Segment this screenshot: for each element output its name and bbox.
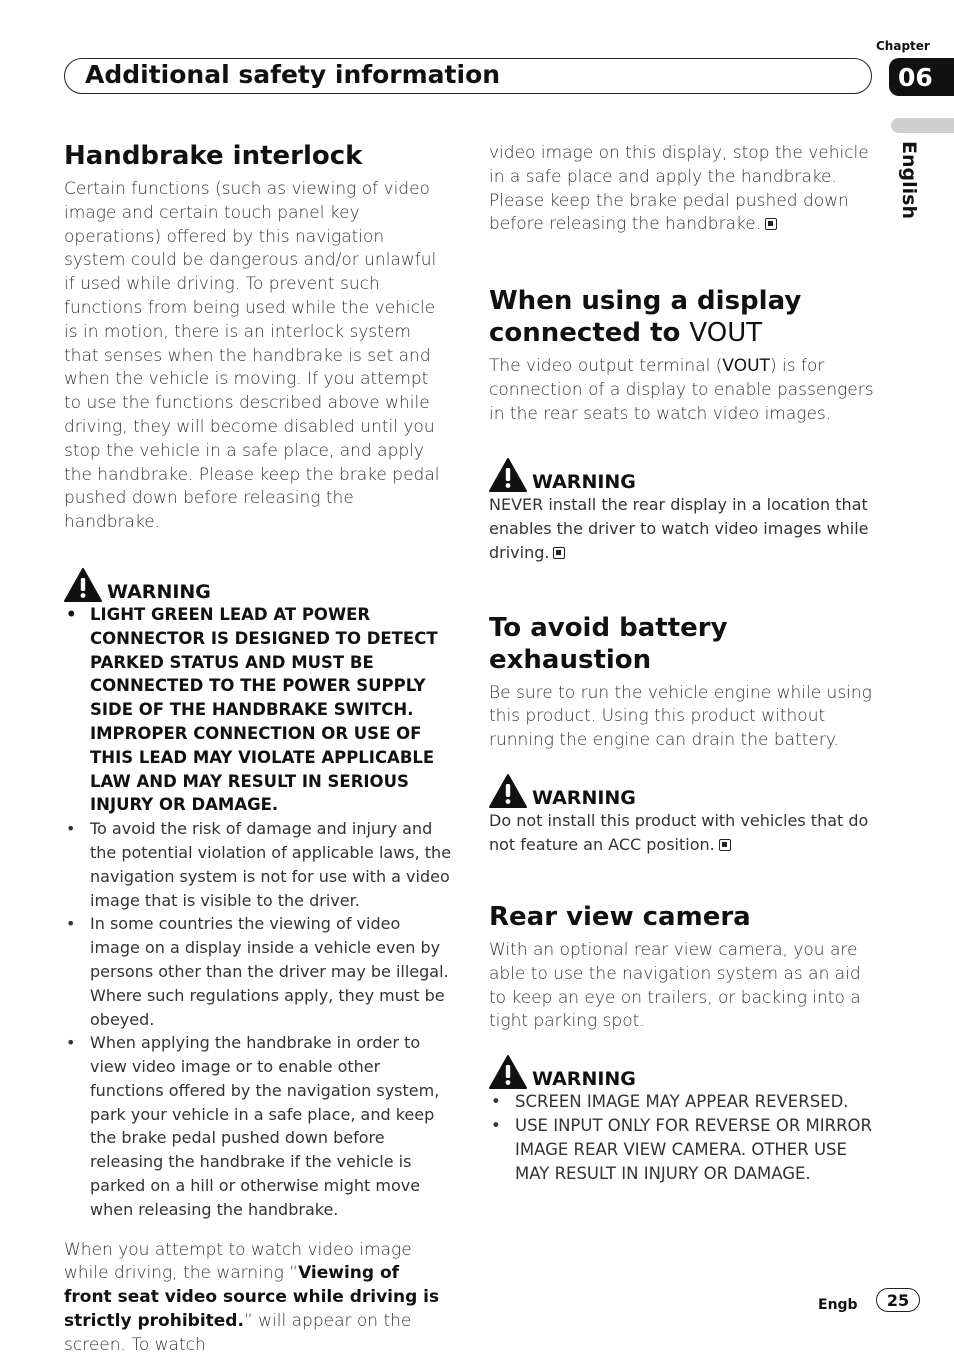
- warning-triangle-icon: [489, 458, 527, 492]
- display-heading: [489, 285, 877, 349]
- section-title: Additional safety information: [85, 60, 501, 89]
- battery-body: Be sure to run the vehicle engine while using this product. Using this product without running the engine can drain the battery.: [489, 682, 872, 751]
- display-heading-text: When using a display connected to: [489, 286, 802, 349]
- chapter-number-tab: [889, 58, 954, 96]
- display-heading-code: VOUT: [689, 318, 763, 349]
- display-body-post: ) is for connection of a display to enable passengers in the rear seats to watch video images.: [489, 356, 874, 424]
- language-side-tab: [891, 118, 954, 133]
- warning-triangle-icon: [64, 568, 102, 602]
- warning-label: WARNING: [532, 1068, 636, 1091]
- locale-code: Engb: [818, 1297, 858, 1313]
- language-label: English: [898, 141, 920, 219]
- page-number: 25: [876, 1288, 920, 1312]
- handbrake-warning-list: [64, 603, 452, 1222]
- display-warning-text: [489, 493, 877, 565]
- display-body-pre: The video output terminal (: [489, 356, 723, 377]
- warning-triangle-icon: [489, 1055, 527, 1089]
- end-mark-icon: [765, 218, 777, 230]
- display-warning-body: NEVER install the rear display in a location that enables the driver to watch video images while driving.: [489, 494, 869, 562]
- continued-paragraph: [489, 142, 877, 237]
- battery-warning-text: [489, 809, 877, 857]
- handbrake-body: Certain functions (such as viewing of video image and certain touch panel key operations) offered by this navigation system could be dangerous and/or unlawful if used while driving. To prevent such functions from being used while the vehicle is in motion, there is an interlock system that senses when the handbrake is set and when the vehicle is moving. If you attempt to use the functions described above while driving, they will become disabled until you stop the vehicle in a safe place, and apply the handbrake. Please keep the brake pedal pushed down before releasing the handbrake.: [64, 179, 440, 533]
- end-mark-icon: [719, 839, 731, 851]
- list-item: • USE INPUT ONLY FOR REVERSE OR MIRROR IMAGE REAR VIEW CAMERA. OTHER USE MAY RESULT IN INJURY OR DAMAGE.: [489, 1114, 877, 1185]
- camera-body: With an optional rear view camera, you are able to use the navigation system as an aid to keep an eye on trailers, or backing into a tight parking spot.: [489, 939, 861, 1032]
- warning-heading: [489, 774, 877, 808]
- warning-label: WARNING: [532, 786, 636, 809]
- left-column: [64, 140, 452, 1358]
- chapter-number: 06: [898, 62, 933, 92]
- list-item: • In some countries the viewing of video image on a display inside a vehicle even by persons other than the driver may be illegal. Where such regulations apply, they must be obeyed.: [64, 912, 452, 1031]
- attempt-text-post: ” will appear on the screen. To watch: [64, 1311, 412, 1355]
- warning-heading: [489, 458, 877, 492]
- display-body: [489, 355, 877, 426]
- warning-triangle-icon: [489, 774, 527, 808]
- attempt-paragraph: [64, 1239, 448, 1358]
- warning-label: WARNING: [532, 470, 636, 493]
- continued-text: video image on this display, stop the vehicle in a safe place and apply the handbrake. Please keep the brake pedal pushed down before releasing the handbrake.: [489, 143, 869, 235]
- list-item: • When applying the handbrake in order to view video image or to enable other functions offered by the navigation system, park your vehicle in a safe place, and keep the brake pedal pushed down before releasing the handbrake if the vehicle is parked on a hill or otherwise might move when releasing the handbrake.: [64, 1031, 452, 1221]
- battery-warning-body: Do not install this product with vehicles that do not feature an ACC position.: [489, 810, 869, 854]
- list-item: • LIGHT GREEN LEAD AT POWER CONNECTOR IS DESIGNED TO DETECT PARKED STATUS AND MUST BE CONNECTED TO THE POWER SUPPLY SIDE OF THE HANDBRAKE SWITCH. IMPROPER CONNECTION OR USE OF THIS LEAD MAY VIOLATE APPLICABLE LAW AND MAY RESULT IN SERIOUS INJURY OR DAMAGE.: [64, 603, 452, 817]
- right-column: [489, 142, 877, 1185]
- attempt-text-pre: When you attempt to watch video image while driving, the warning “: [64, 1239, 412, 1284]
- list-item: • SCREEN IMAGE MAY APPEAR REVERSED.: [489, 1090, 877, 1114]
- warning-heading: [64, 568, 452, 602]
- camera-heading: Rear view camera: [489, 901, 751, 932]
- handbrake-heading: Handbrake interlock: [64, 141, 363, 171]
- warning-heading: [489, 1055, 877, 1089]
- attempt-warning-message: Viewing of front seat video source while driving is strictly prohibited.: [64, 1263, 440, 1332]
- camera-warning-list: [489, 1090, 877, 1185]
- end-mark-icon: [553, 547, 565, 559]
- battery-heading: To avoid battery exhaustion: [489, 612, 728, 675]
- list-item: • To avoid the risk of damage and injury and the potential violation of applicable laws, the navigation system is not for use with a video image that is visible to the driver.: [64, 817, 452, 912]
- warning-label: WARNING: [107, 580, 211, 603]
- display-body-code: VOUT: [722, 356, 770, 377]
- chapter-label: Chapter: [876, 39, 930, 53]
